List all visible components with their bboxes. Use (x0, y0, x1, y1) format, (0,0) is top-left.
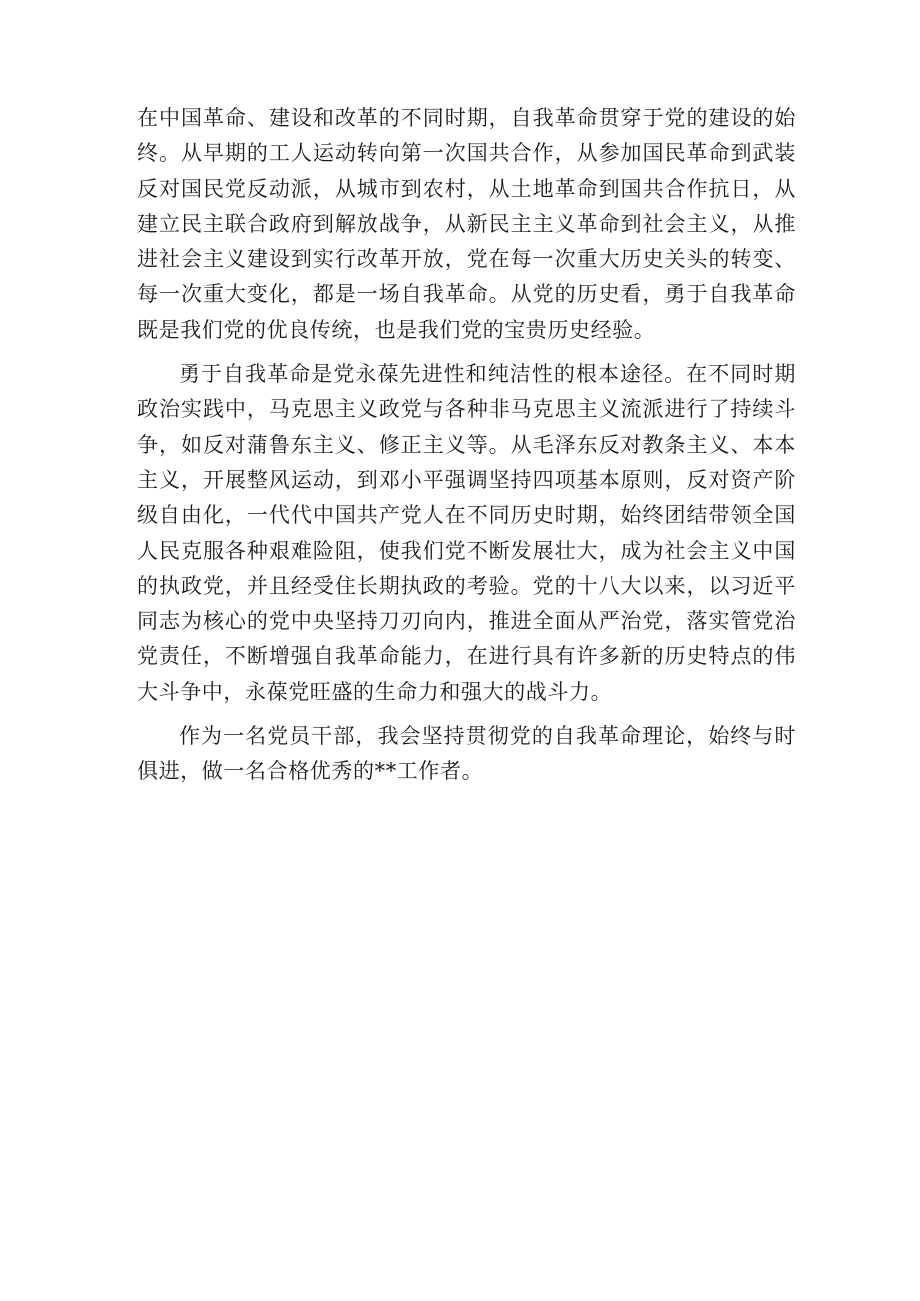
paragraph-1: 在中国革命、建设和改革的不同时期，自我革命贯穿于党的建设的始终。从早期的工人运动转向第一次国共合作，从参加国民革命到武装反对国民党反动派，从城市到农村，从土地革命到国共合作抗日，从建立民主联合政府到解放战争，从新民主主义革命到社会主义，从推进社会主义建设到实行改革开放，党在每一次重大历史关头的转变、每一次重大变化，都是一场自我革命。从党的历史看，勇于自我革命既是我们党的优良传统，也是我们党的宝贵历史经验。 (137, 106, 796, 342)
paragraph-2: 勇于自我革命是党永葆先进性和纯洁性的根本途径。在不同时期政治实践中，马克思主义政党与各种非马克思主义流派进行了持续斗争，如反对蒲鲁东主义、修正主义等。从毛泽东反对教条主义、本本主义，开展整风运动，到邓小平强调坚持四项基本原则，反对资产阶级自由化，一代代中国共产党人在不同历史时期，始终团结带领全国人民克服各种艰难险阻，使我们党不断发展壮大，成为社会主义中国的执政党，并且经受住长期执政的考验。党的十八大以来，以习近平同志为核心的党中央坚持刀刃向内，推进全面从严治党，落实管党治党责任，不断增强自我革命能力，在进行具有许多新的历史特点的伟大斗争中，永葆党旺盛的生命力和强大的战斗力。 (137, 362, 796, 704)
paragraph-3: 作为一名党员干部，我会坚持贯彻党的自我革命理论，始终与时俱进，做一名合格优秀的**工作者。 (137, 724, 796, 784)
document-page (137, 101, 796, 799)
